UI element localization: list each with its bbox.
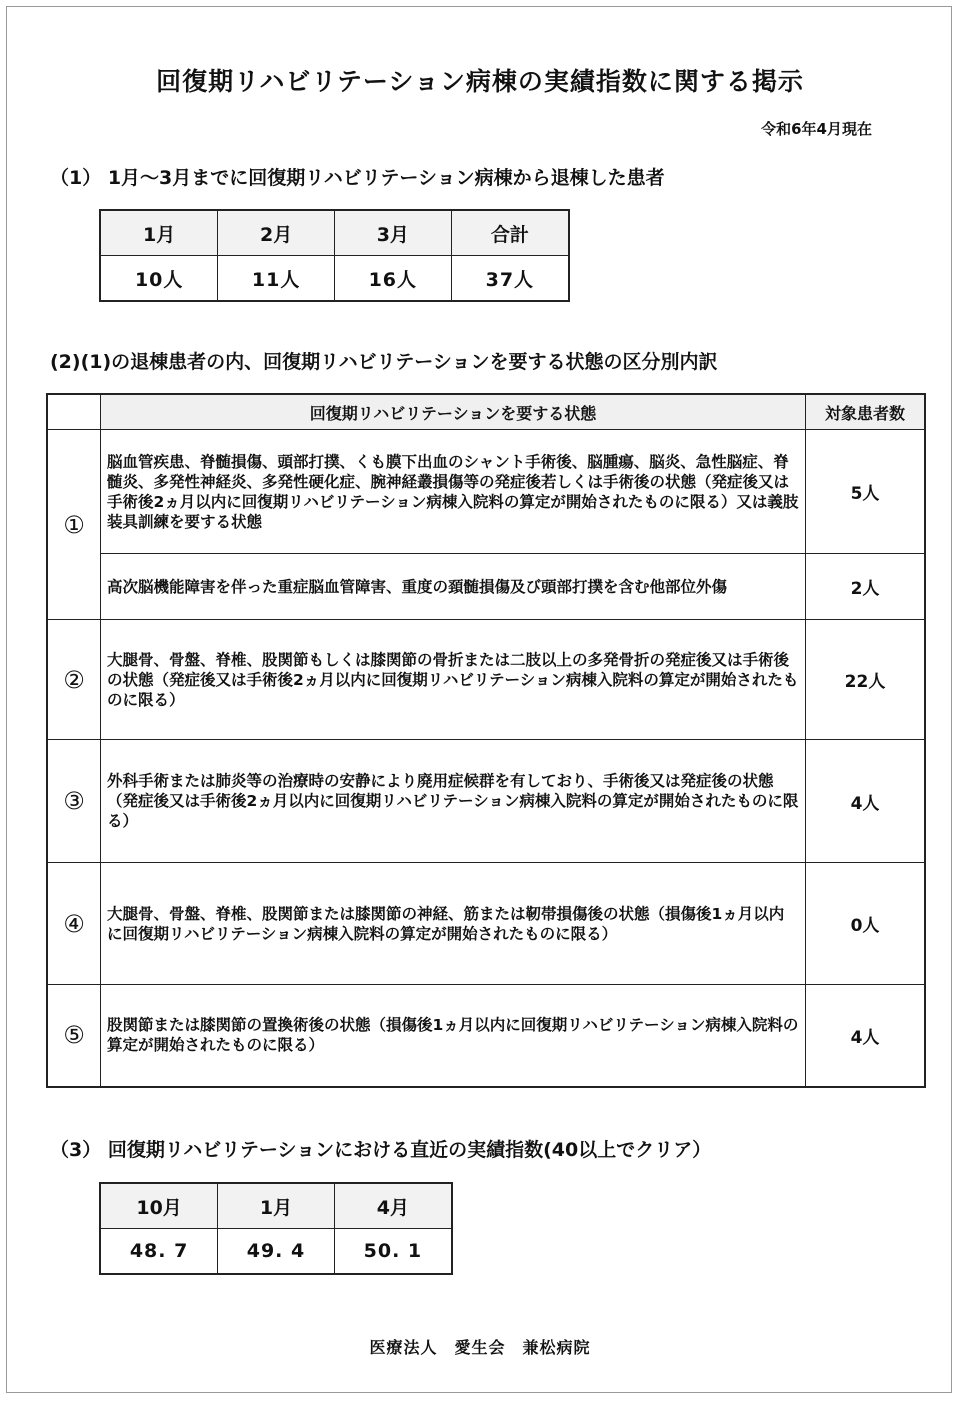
discharge-value-total: 37人 [451, 256, 569, 302]
breakdown-header-count: 対象患者数 [806, 394, 926, 430]
index-value-jan: 49. 4 [218, 1229, 335, 1275]
row-count: 2人 [806, 554, 926, 620]
discharge-header-row [100, 210, 569, 256]
row-count: 0人 [806, 863, 926, 985]
row-number-5: ⑤ [47, 985, 101, 1087]
row-count: 4人 [806, 985, 926, 1087]
page-title: 回復期リハビリテーション病棟の実績指数に関する掲示 [156, 67, 804, 96]
index-header-oct: 10月 [100, 1183, 218, 1229]
row-number-2: ② [47, 620, 101, 740]
breakdown-header-row [47, 394, 925, 430]
breakdown-row [47, 554, 925, 620]
hospital-name: 医療法人 愛生会 兼松病院 [369, 1338, 591, 1357]
discharge-header-jan: 1月 [100, 210, 218, 256]
breakdown-corner [47, 394, 101, 430]
row-number-3: ③ [47, 740, 101, 863]
section3-heading: （3） 回復期リハビリテーションにおける直近の実績指数(40以上でクリア） [50, 1139, 712, 1161]
row-number-1: ① [47, 430, 101, 620]
index-value-oct: 48. 7 [100, 1229, 218, 1275]
breakdown-row [47, 620, 925, 740]
breakdown-table [46, 393, 926, 1088]
breakdown-row [47, 985, 925, 1087]
row-count: 4人 [806, 740, 926, 863]
index-table [99, 1182, 453, 1275]
breakdown-row [47, 740, 925, 863]
index-value-row [100, 1229, 452, 1275]
date-label: 令和6年4月現在 [761, 120, 872, 138]
breakdown-row [47, 430, 925, 554]
breakdown-row [47, 863, 925, 985]
index-header-row [100, 1183, 452, 1229]
row-description: 股関節または膝関節の置換術後の状態（損傷後1ヵ月以内に回復期リハビリテーション病棟入院料の算定が開始されたものに限る） [101, 985, 806, 1087]
row-count: 22人 [806, 620, 926, 740]
discharge-value-mar: 16人 [334, 256, 451, 302]
row-description: 大腿骨、骨盤、脊椎、股関節または膝関節の神経、筋または靭帯損傷後の状態（損傷後1ヵ月以内に回復期リハビリテーション病棟入院料の算定が開始されたものに限る） [101, 863, 806, 985]
discharge-header-total: 合計 [451, 210, 569, 256]
row-description: 脳血管疾患、脊髄損傷、頭部打撲、くも膜下出血のシャント手術後、脳腫瘍、脳炎、急性脳症、脊髄炎、多発性神経炎、多発性硬化症、腕神経叢損傷等の発症後若しくは手術後の状態（発症後又は手術後2ヵ月以内に回復期リハビリテーション病棟入院料の算定が開始されたものに限る）又は義肢装具訓練を要する状態 [101, 430, 806, 554]
index-header-apr: 4月 [334, 1183, 452, 1229]
row-number-4: ④ [47, 863, 101, 985]
discharge-header-mar: 3月 [334, 210, 451, 256]
index-value-apr: 50. 1 [334, 1229, 452, 1275]
discharge-table [99, 209, 570, 302]
breakdown-header-state: 回復期リハビリテーションを要する状態 [101, 394, 806, 430]
row-count: 5人 [806, 430, 926, 554]
section2-heading: (2)(1)の退棟患者の内、回復期リハビリテーションを要する状態の区分別内訳 [50, 351, 718, 373]
row-description: 高次脳機能障害を伴った重症脳血管障害、重度の頚髄損傷及び頭部打撲を含む他部位外傷 [101, 554, 806, 620]
discharge-value-row [100, 256, 569, 302]
index-header-jan: 1月 [218, 1183, 335, 1229]
discharge-header-feb: 2月 [218, 210, 335, 256]
section1-heading: （1） 1月～3月までに回復期リハビリテーション病棟から退棟した患者 [50, 167, 665, 189]
row-description: 大腿骨、骨盤、脊椎、股関節もしくは膝関節の骨折または二肢以上の多発骨折の発症後又は手術後の状態（発症後又は手術後2ヵ月以内に回復期リハビリテーション病棟入院料の算定が開始されたものに限る） [101, 620, 806, 740]
discharge-value-jan: 10人 [100, 256, 218, 302]
row-description: 外科手術または肺炎等の治療時の安静により廃用症候群を有しており、手術後又は発症後の状態（発症後又は手術後2ヵ月以内に回復期リハビリテーション病棟入院料の算定が開始されたものに限る） [101, 740, 806, 863]
discharge-value-feb: 11人 [218, 256, 335, 302]
